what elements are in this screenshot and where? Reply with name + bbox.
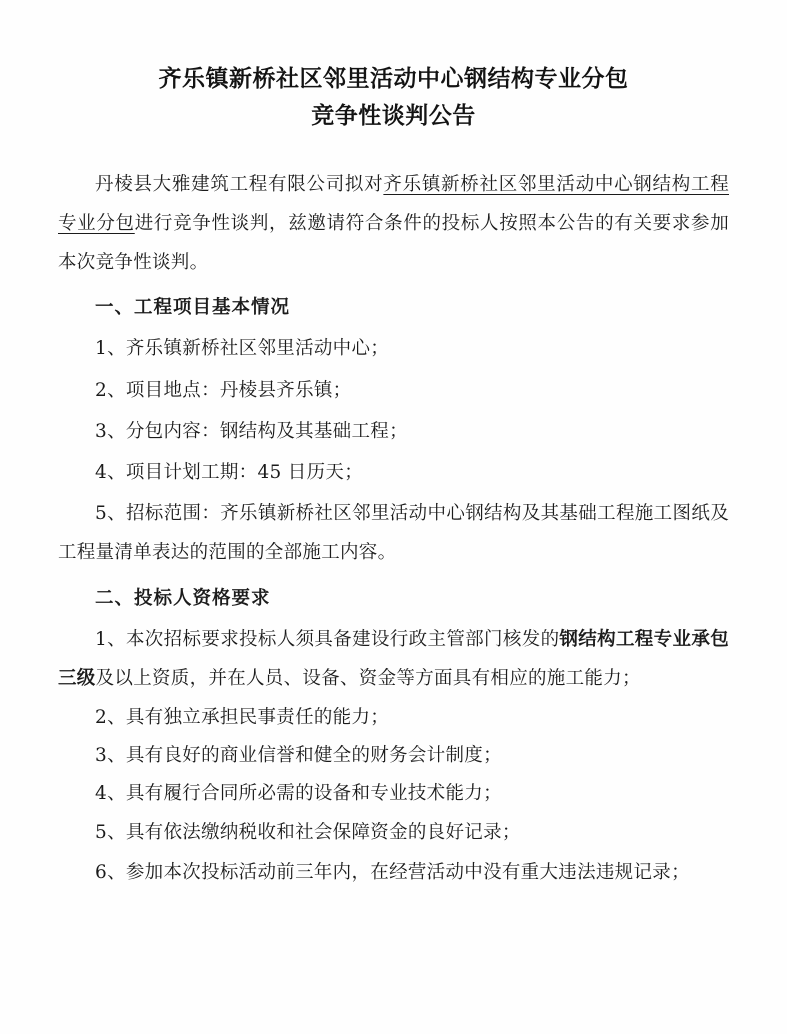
section-1-heading: 一、工程项目基本情况 xyxy=(95,297,291,319)
section-1-item-2: 2、项目地点：丹棱县齐乐镇； xyxy=(95,379,352,401)
section-1-item-5: 5、招标范围：齐乐镇新桥社区邻里活动中心钢结构及其基础工程施工图纸及工程量清单表达的范围的全部施工内容。 xyxy=(58,503,729,564)
section-2-item-1-qualification: 钢结构工程专业承包三级 xyxy=(58,628,729,690)
intro-prefix: 丹棱县大雅建筑工程有限公司拟对 xyxy=(95,173,384,195)
title-spacer xyxy=(58,135,729,165)
page-title-line-2: 竞争性谈判公告 xyxy=(311,102,476,130)
section-2-item-2: 2、具有独立承担民事责任的能力； xyxy=(95,707,390,729)
section-2-item-1 xyxy=(58,620,729,698)
intro-suffix: 进行竞争性谈判，兹邀请符合条件的投标人按照本公告的有关要求参加本次竞争性谈判。 xyxy=(58,212,729,273)
section-1-item-3: 3、分包内容：钢结构及其基础工程； xyxy=(95,420,408,442)
section-1-item-4: 4、项目计划工期：45 日历天； xyxy=(95,462,363,484)
intro-underlined-scope: 齐乐镇新桥社区邻里活动中心钢结构工程专业分包 xyxy=(58,173,729,234)
section-2-item-1-prefix: 1、本次招标要求投标人须具备建设行政主管部门核发的 xyxy=(95,628,560,650)
page-title xyxy=(58,60,729,135)
section-1-item-1: 1、齐乐镇新桥社区邻里活动中心； xyxy=(95,338,390,360)
section-2-item-6: 6、参加本次投标活动前三年内，在经营活动中没有重大违法违规记录； xyxy=(95,861,690,883)
section-2-item-4: 4、具有履行合同所必需的设备和专业技术能力； xyxy=(95,783,502,805)
page-title-line-1: 齐乐镇新桥社区邻里活动中心钢结构专业分包 xyxy=(158,65,629,92)
intro-paragraph xyxy=(58,165,729,283)
section-2-item-5: 5、具有依法缴纳税收和社会保障资金的良好记录； xyxy=(95,821,521,843)
section-2-item-3: 3、具有良好的商业信誉和健全的财务会计制度； xyxy=(95,745,502,767)
section-2-heading: 二、投标人资格要求 xyxy=(95,587,271,609)
section-2-item-1-suffix: 及以上资质，并在人员、设备、资金等方面具有相应的施工能力； xyxy=(95,668,641,690)
